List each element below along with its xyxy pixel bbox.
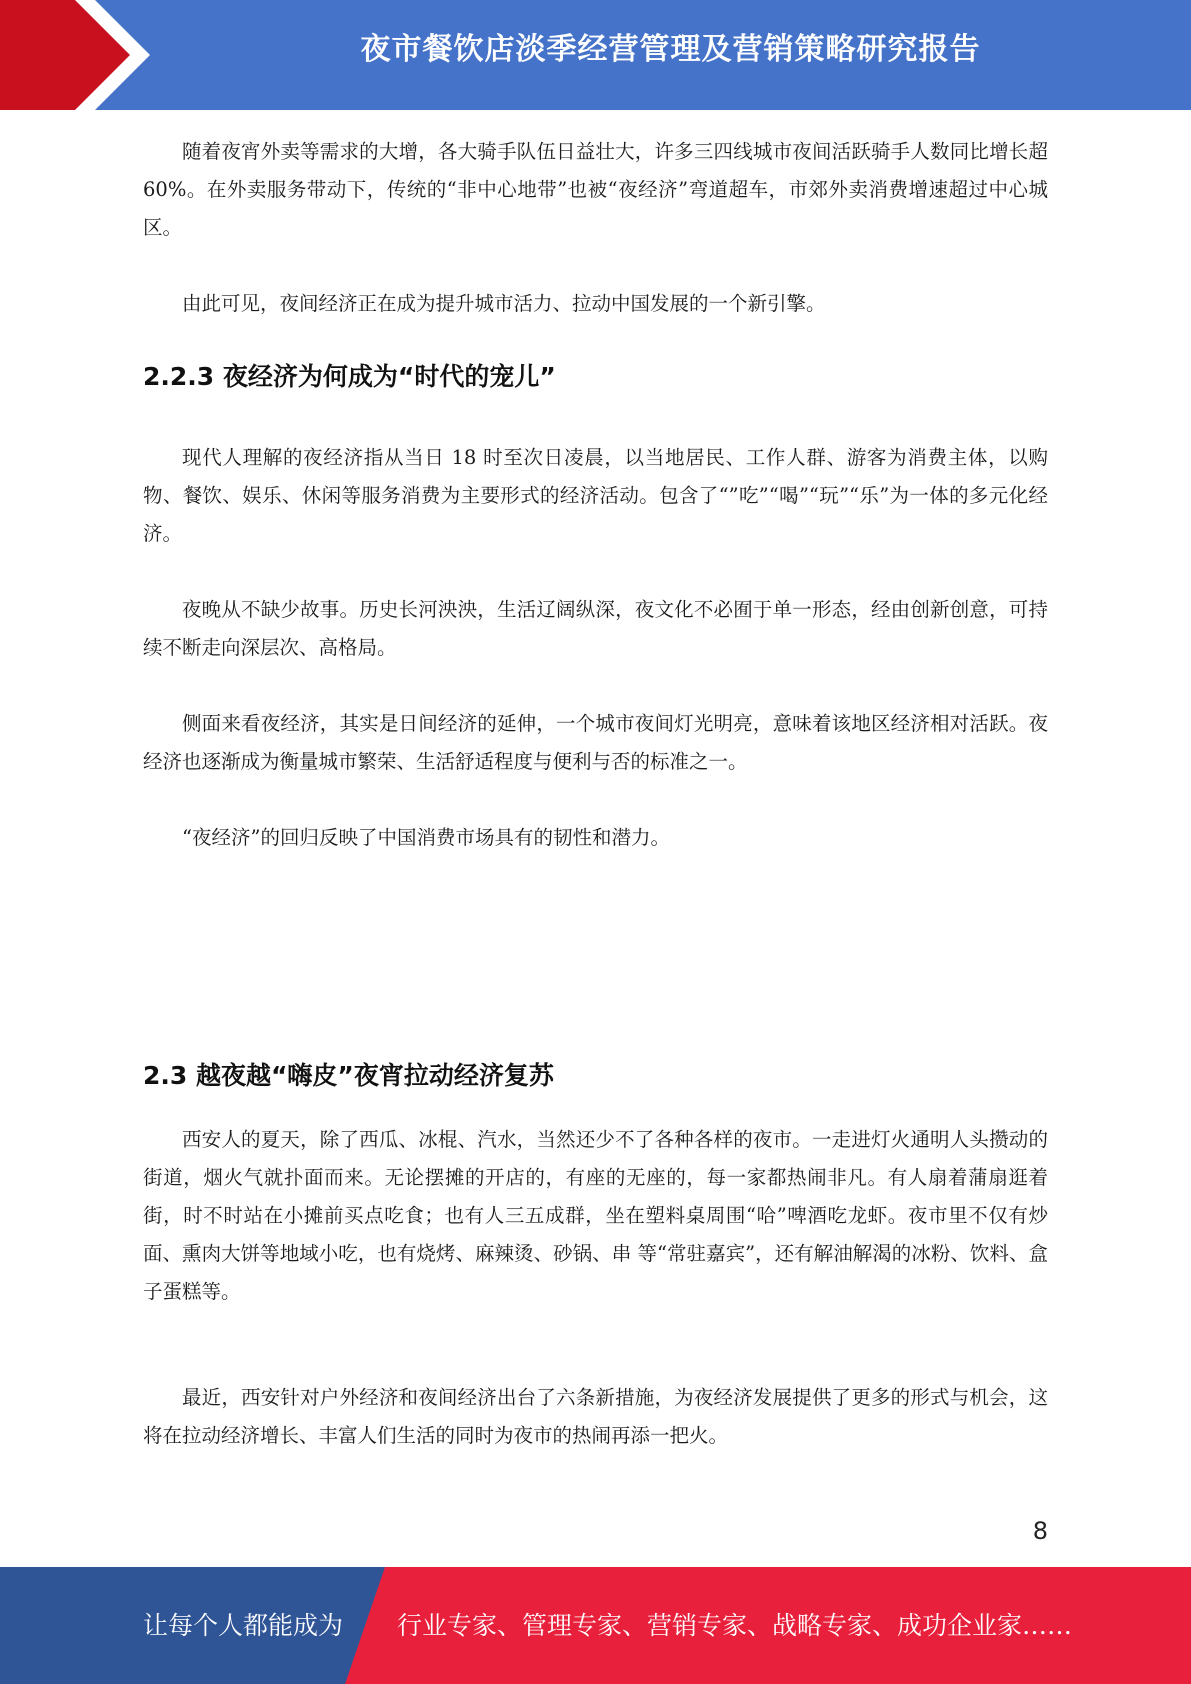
header-chevron-decoration xyxy=(0,0,150,110)
section-heading-2-3: 2.3 越夜越“嗨皮”夜宵拉动经济复苏 xyxy=(143,1061,554,1090)
section-heading-2-2-3: 2.2.3 夜经济为何成为“时代的宠儿” xyxy=(143,362,556,391)
footer-slogan-right: 行业专家、管理专家、营销专家、战略专家、成功企业家…… xyxy=(397,1611,1073,1640)
paragraph-xian-new-measures: 最近，西安针对户外经济和夜间经济出台了六条新措施，为夜经济发展提供了更多的形式与机会，这将在拉动经济增长、丰富人们生活的同时为夜市的热闹再添一把火。 xyxy=(143,1386,1048,1447)
paragraph-consumer-resilience: “夜经济”的回归反映了中国消费市场具有的韧性和潜力。 xyxy=(182,826,670,849)
paragraph-night-economy-definition: 现代人理解的夜经济指从当日 18 时至次日凌晨，以当地居民、工作人群、游客为消费主体，以购物、餐饮、娱乐、休闲等服务消费为主要形式的经济活动。包含了“”吃”“喝”“玩”“乐”为一体的多元化经济。 xyxy=(143,446,1048,545)
page-header xyxy=(0,0,1191,110)
paragraph-delivery-riders: 随着夜宵外卖等需求的大增，各大骑手队伍日益壮大，许多三四线城市夜间活跃骑手人数同比增长超 60%。在外卖服务带动下，传统的“非中心地带”也被“夜经济”弯道超车，市郊外卖消费增速超过中心城区。 xyxy=(143,140,1048,239)
document-title: 夜市餐饮店淡季经营管理及营销策略研究报告 xyxy=(360,32,981,67)
footer-slogan-left: 让每个人都能成为 xyxy=(143,1611,344,1640)
paragraph-daytime-extension: 侧面来看夜经济，其实是日间经济的延伸，一个城市夜间灯光明亮，意味着该地区经济相对活跃。夜经济也逐渐成为衡量城市繁荣、生活舒适程度与便利与否的标准之一。 xyxy=(143,712,1048,773)
page-footer xyxy=(0,1567,1191,1684)
paragraph-xian-summer-night-market: 西安人的夏天，除了西瓜、冰棍、汽水，当然还少不了各种各样的夜市。一走进灯火通明人头攒动的街道，烟火气就扑面而来。无论摆摊的开店的，有座的无座的，每一家都热闹非凡。有人扇着蒲扇逛着街，时不时站在小摊前买点吃食；也有人三五成群，坐在塑料桌周围“哈”啤酒吃龙虾。夜市里不仅有炒面、熏肉大饼等地域小吃，也有烧烤、麻辣烫、砂锅、串 等“常驻嘉宾”，还有解油解渴的冰粉、饮料、盒子蛋糕等。 xyxy=(143,1128,1048,1303)
paragraph-night-economy-engine: 由此可见，夜间经济正在成为提升城市活力、拉动中国发展的一个新引擎。 xyxy=(182,292,826,315)
paragraph-night-stories: 夜晚从不缺少故事。历史长河泱泱，生活辽阔纵深，夜文化不必囿于单一形态，经由创新创意，可持续不断走向深层次、高格局。 xyxy=(143,598,1048,659)
page-number: 8 xyxy=(1032,1517,1048,1545)
